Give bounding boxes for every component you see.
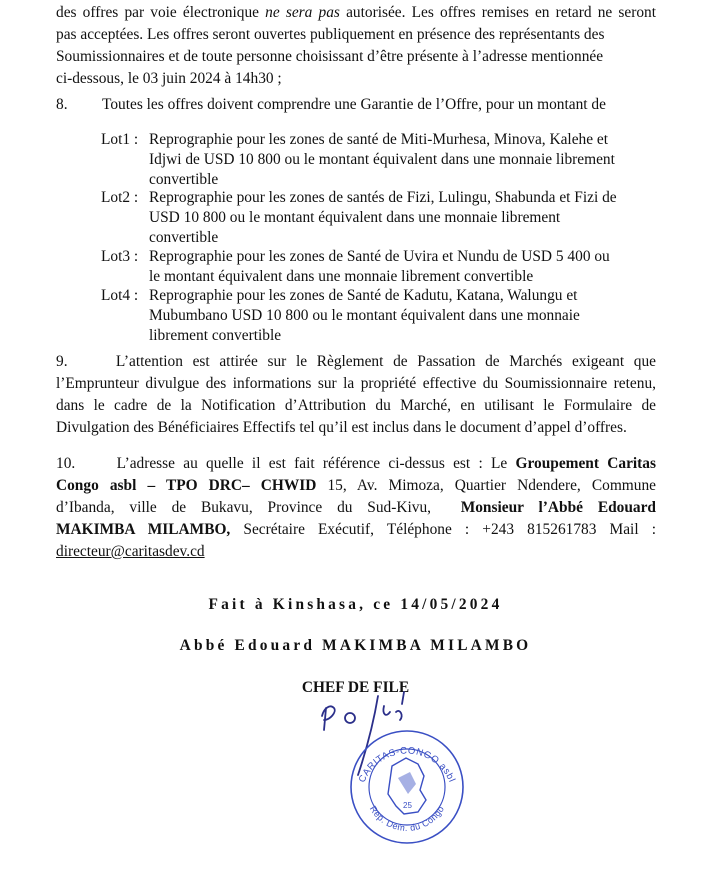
para9-line-3: dans le cadre de la Notification d’Attribution du Marché, en utilisant le Formulaire de [56, 397, 656, 414]
email-link[interactable]: directeur@caritasdev.cd [56, 543, 205, 560]
lot-line: Reprographie pour les zones de santé de Miti-Murhesa, Minova, Kalehe et [149, 131, 609, 148]
lot-line: USD 10 800 ou le montant équivalent dans une monnaie librement [149, 209, 561, 226]
place-date: Fait à Kinshasa, ce 14/05/2024 [208, 596, 503, 613]
lot-line: Mubumbano USD 10 800 ou le montant équivalent dans une monnaie [149, 307, 580, 324]
para9-line-1: 9. L’attention est attirée sur le Règlement de Passation de Marchés exigeant que [56, 353, 656, 370]
para10-line-4: MAKIMBA MILAMBO, Secrétaire Exécutif, Téléphone : +243 815261783 Mail : [56, 521, 656, 538]
lot-tag: Lot4 : [101, 287, 139, 304]
lot-line: Reprographie pour les zones de Santé de Kadutu, Katana, Walungu et [149, 287, 578, 304]
lot-line: Idjwi de USD 10 800 ou le montant équivalent dans une monnaie librement [149, 151, 615, 168]
para10-line-2: Congo asbl – TPO DRC– CHWID 15, Av. Mimoza, Quartier Ndendere, Commune [56, 477, 656, 494]
para10-line-1: 10. L’adresse au quelle il est fait référence ci-dessus est : Le Groupement Caritas [56, 455, 656, 472]
paragraph-10 [56, 453, 656, 563]
lot-line: convertible [149, 229, 219, 246]
paragraph-9 [56, 351, 656, 439]
para7-line-3: Soumissionnaires et de toute personne choisissant d’être présente à l’adresse mentionnée [56, 48, 604, 65]
paragraph-7 [56, 2, 656, 90]
lot-line: Reprographie pour les zones de Santé de Uvira et Nundu de USD 5 400 ou [149, 248, 610, 265]
para9-line-2: l’Emprunteur divulgue des informations sur la propriété effective du Soumissionnaire retenu, [56, 375, 656, 392]
caritas-stamp [348, 728, 466, 846]
para8-number: 8. [56, 96, 68, 113]
signatory-name: Abbé Edouard MAKIMBA MILAMBO [179, 637, 532, 654]
para7-line-4: ci-dessous, le 03 juin 2024 à 14h30 ; [56, 70, 282, 87]
lot-tag: Lot1 : [101, 131, 139, 148]
para7-line-1: des offres par voie électronique ne sera pas autorisée. Les offres remises en retard ne seront [56, 4, 657, 21]
stamp-center-number: 25 [403, 801, 412, 810]
lot-line: Reprographie pour les zones de santés de Fizi, Lulingu, Shabunda et Fizi de [149, 189, 617, 206]
lot-line: librement convertible [149, 327, 282, 344]
signatory-role: CHEF DE FILE [301, 679, 410, 696]
lot-tag: Lot3 : [101, 248, 139, 265]
para7-line-2: pas acceptées. Les offres seront ouvertes publiquement en présence des représentants des [56, 26, 605, 43]
lot-line: convertible [149, 171, 219, 188]
stamp-top-text: CARITAS-CONGO asbl [356, 745, 458, 785]
para8-text: Toutes les offres doivent comprendre une Garantie de l’Offre, pour un montant de [102, 96, 606, 113]
para9-line-4: Divulgation des Bénéficiaires Effectifs tel qu’il est inclus dans le document d’appel d’offres. [56, 419, 627, 436]
stamp-bottom-text: Rep. Dem. du Congo [367, 803, 447, 833]
lot-line: le montant équivalent dans une monnaie librement convertible [149, 268, 534, 285]
para10-line-3: d’Ibanda, ville de Bukavu, Province du Sud-Kivu, Monsieur l’Abbé Edouard [56, 499, 656, 516]
lot-tag: Lot2 : [101, 189, 139, 206]
